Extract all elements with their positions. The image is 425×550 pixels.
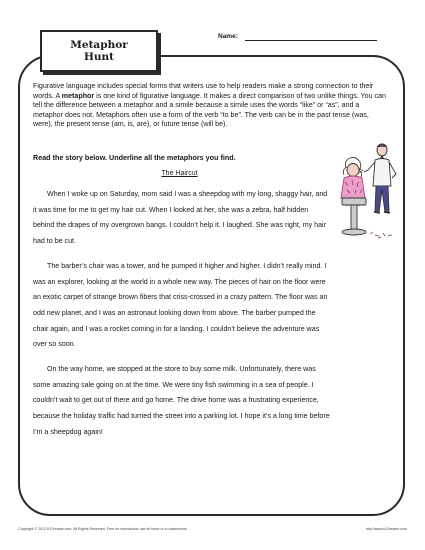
name-line[interactable]	[245, 40, 377, 41]
story-body	[33, 187, 331, 450]
name-label: Name:	[218, 33, 238, 40]
story-paragraph-1: When I woke up on Saturday, mom said I was a sheepdog with my long, shaggy hair, and it was time for me to get my hair cut. When I looked at her, she was a zebra, half hidden behind the drapes of my overgrown bangs. I couldn’t help it. I laughed. She was right, my hair had to be cut.	[33, 190, 328, 246]
title-box	[40, 30, 158, 72]
intro-text-2: is one kind of figurative language. It makes a direct comparison of two unlike things. You can tell the difference between a metaphor and a simile because a simile uses the words “like” or “as”, and a metaphor does not. Metaphors often use a form of the verb “to be”. The verb can be in the past tense (was, were), the present tense (am, is, are), or future tense (will be).	[33, 91, 386, 129]
footer-copyright: Copyright © 2012 K12reader.com. All Rights Reserved. Free for educational use at home or in classrooms.	[18, 527, 188, 531]
story-paragraph-3: On the way home, we stopped at the store to buy some milk. Unfortunately, there was some amazing sale going on at the time. We were tiny fish swimming in a sea of people. I couldn’t wait to get out of there and go home. The drive home was a frustrating experience, because the holiday traffic had turned the street into a parking lot. I hope it’s a long time before I’m a sheepdog again!	[33, 365, 330, 436]
intro-text-1: Figurative language includes special forms that writers use to help readers make a strong connection to their words. A	[33, 82, 374, 100]
story-paragraph-2: The barber’s chair was a tower, and he pumped it higher and higher. I didn’t really mind. I was an explorer, looking at the world in a whole new way. The pieces of hair on the floor were an exotic carpet of strange brown fibers that criss-crossed in a crazy pattern. The floor was an odd new planet, and I was an astronaut looking down from above. The barber pumped the chair again, and I was a rocket coming in for a landing. I couldn’t believe the adventure was over so soon.	[33, 261, 328, 349]
instructions: Read the story below. Underline all the metaphors you find.	[33, 153, 236, 162]
barber-haircut-illustration	[338, 140, 400, 242]
barber-chair	[342, 198, 366, 235]
title-line-1: Metaphor	[70, 39, 128, 51]
footer-url[interactable]: http://www.k12reader.com	[365, 527, 407, 531]
intro-paragraph	[33, 82, 388, 130]
story-title: The Haircut	[161, 170, 198, 177]
hair-clippings	[370, 232, 392, 238]
title-line-2: Hunt	[83, 51, 115, 63]
intro-bold-word: metaphor	[61, 91, 95, 100]
